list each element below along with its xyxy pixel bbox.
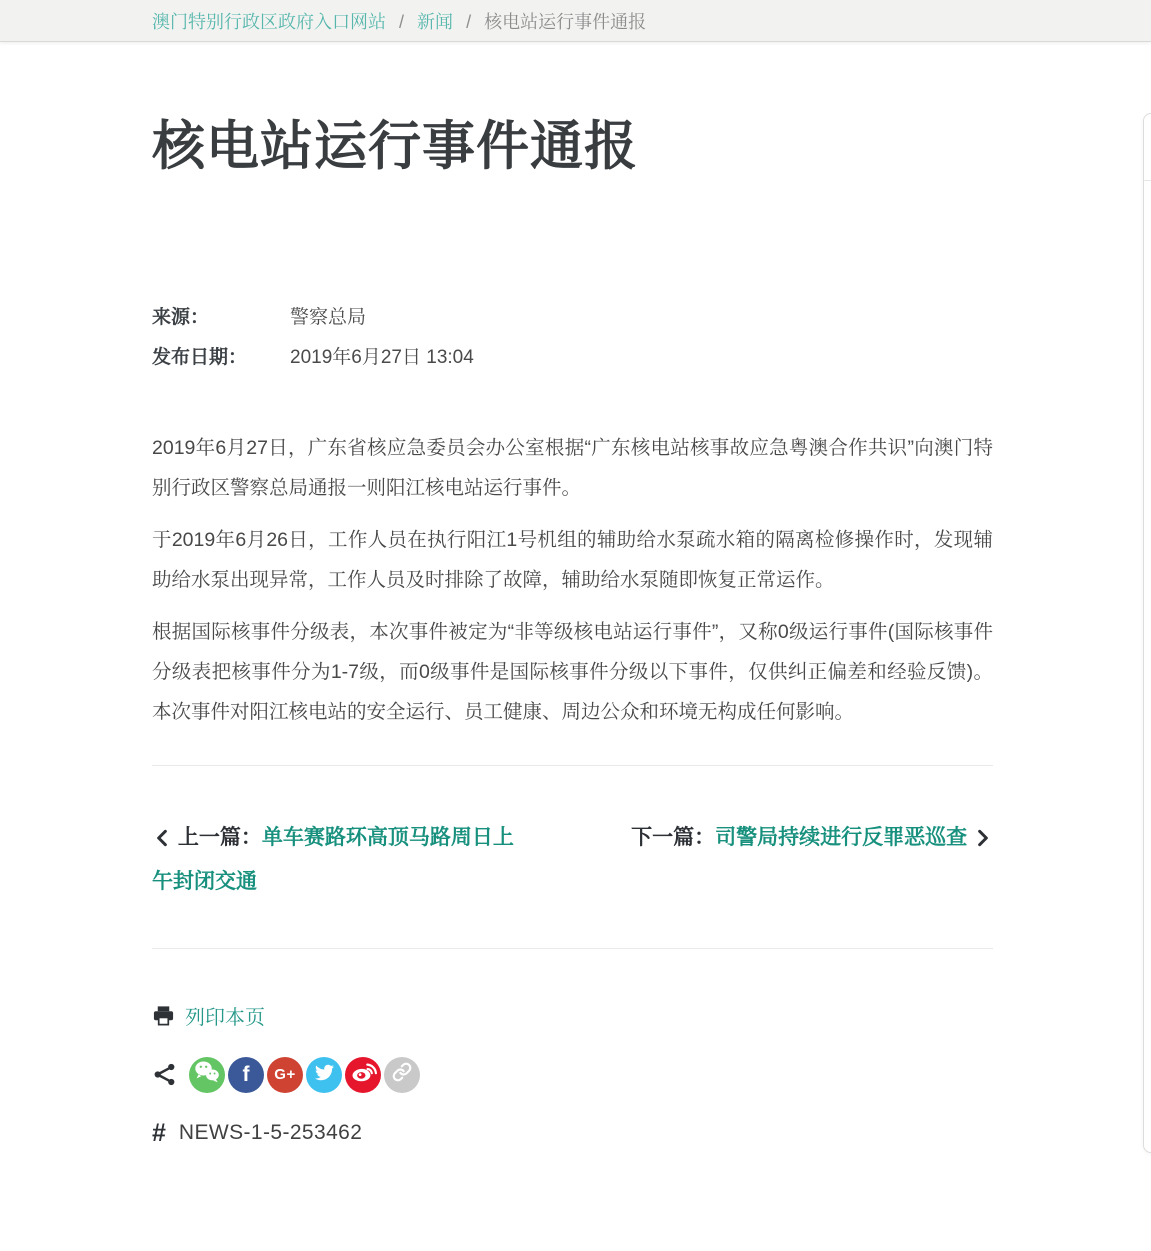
- google-plus-icon: G+: [274, 1066, 296, 1084]
- breadcrumb-news-link[interactable]: 新闻: [417, 11, 454, 32]
- breadcrumb-separator: /: [399, 11, 405, 32]
- paragraph: 2019年6月27日，广东省核应急委员会办公室根据“广东核电站核事故应急粤澳合作共识”向澳门特别行政区警察总局通报一则阳江核电站运行事件。: [152, 436, 993, 499]
- meta-row-source: [152, 298, 993, 338]
- share-bar: [152, 1057, 993, 1093]
- source-label: 来源：: [152, 306, 210, 328]
- print-label: 列印本页: [185, 1006, 265, 1029]
- paragraph: 于2019年6月26日，工作人员在执行阳江1号机组的辅助给水泵疏水箱的隔离检修操作时，发现辅助给水泵出现异常，工作人员及时排除了故障，辅助给水泵随即恢复正常运作。: [152, 528, 993, 591]
- share-wechat-button[interactable]: [189, 1057, 225, 1093]
- wechat-icon: [189, 1054, 225, 1095]
- share-copylink-button[interactable]: [384, 1057, 420, 1093]
- source-value: 警察总局: [290, 306, 367, 328]
- article-meta: [152, 298, 993, 378]
- chevron-right-icon: [973, 822, 993, 862]
- prev-label: 上一篇：: [177, 825, 262, 849]
- chevron-left-icon: [152, 822, 172, 862]
- news-id-row: [152, 1119, 993, 1148]
- next-article-title: 司警局持续进行反罪恶巡查: [715, 825, 968, 849]
- breadcrumb-current-page: 核电站运行事件通报: [484, 11, 647, 32]
- link-icon: [392, 1062, 412, 1087]
- paragraph: 根据国际核事件分级表，本次事件被定为“非等级核电站运行事件”，又称0级运行事件(国际核事件分级表把核事件分为1-7级，而0级事件是国际核事件分级以下事件，仅供纠正偏差和经验反馈)。本次事件对阳江核电站的安全运行、员工健康、周边公众和环境无构成任何影响。: [152, 620, 993, 723]
- next-label: 下一篇：: [631, 825, 716, 849]
- next-article-link[interactable]: [631, 818, 993, 862]
- share-twitter-button[interactable]: [306, 1057, 342, 1093]
- share-googleplus-button[interactable]: [267, 1057, 303, 1093]
- breadcrumb-separator: /: [466, 11, 472, 32]
- prev-article-link[interactable]: [152, 818, 534, 902]
- article-body: [152, 428, 993, 732]
- meta-row-date: [152, 338, 993, 378]
- print-row: [152, 1001, 993, 1032]
- prev-article-title: 单车赛路环高顶马路周日上午封闭交通: [152, 825, 514, 893]
- publish-date-value: 2019年6月27日 13:04: [290, 346, 474, 368]
- page-title: 核电站运行事件通报: [152, 117, 638, 176]
- article-pager: [152, 766, 993, 948]
- weibo-icon: [345, 1054, 381, 1095]
- share-icon: [152, 1062, 177, 1087]
- twitter-icon: [315, 1063, 334, 1087]
- breadcrumb-bar: [0, 0, 1151, 42]
- article-content: [152, 112, 993, 1148]
- news-id: NEWS-1-5-253462: [178, 1121, 363, 1145]
- printer-icon: [152, 1004, 175, 1027]
- facebook-icon: f: [242, 1063, 250, 1087]
- share-facebook-button[interactable]: [228, 1057, 264, 1093]
- share-weibo-button[interactable]: [345, 1057, 381, 1093]
- divider: [152, 948, 993, 949]
- side-widget-panel[interactable]: [1143, 113, 1151, 1153]
- hash-icon: #: [152, 1118, 166, 1147]
- publish-date-label: 发布日期：: [152, 346, 248, 368]
- breadcrumb: [152, 8, 646, 34]
- breadcrumb-home-link[interactable]: 澳门特别行政区政府入口网站: [152, 11, 386, 32]
- side-widget-divider: [1144, 180, 1151, 181]
- print-page-link[interactable]: [152, 1001, 265, 1030]
